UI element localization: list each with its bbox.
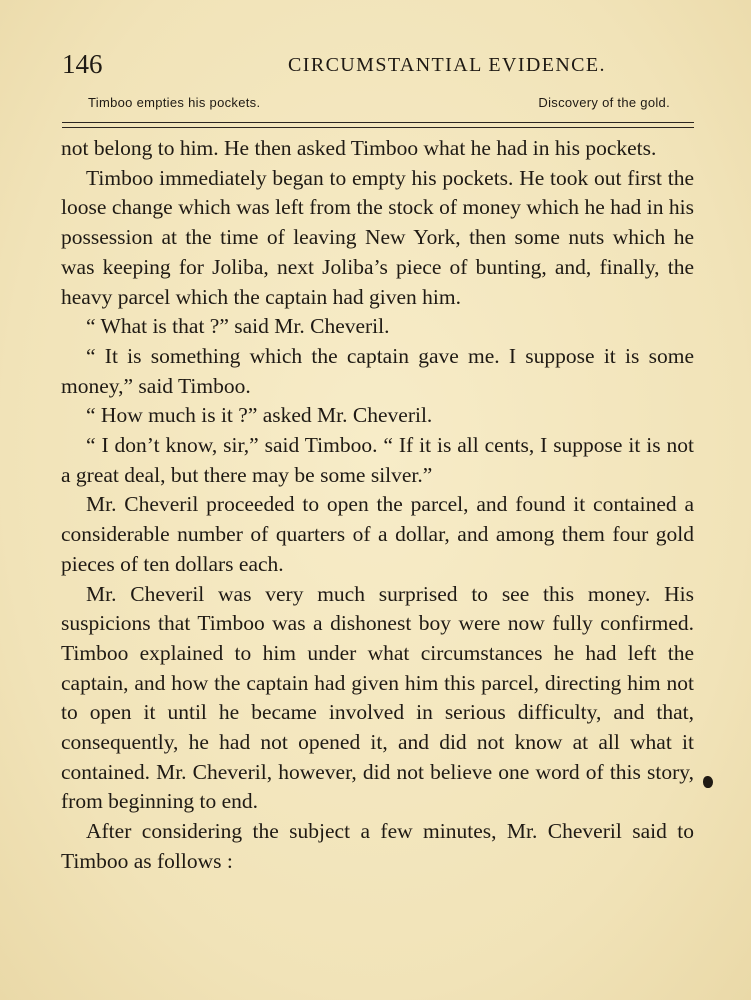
- paragraph-empties-pockets: Timboo immediately began to empty his pockets. He took out first the loose change which was left from the stock of money which he had in his possession at the time of leaving New York, then some nuts which he was keeping for Joliba, next Joliba’s piece of bunting, and, finally, the heavy parcel which the captain had given him.: [61, 165, 694, 309]
- page-header: [62, 46, 692, 82]
- right-subhead: Discovery of the gold.: [538, 95, 670, 110]
- paragraph-surprised: Mr. Cheveril was very much surprised to see this money. His suspicions that Timboo was a dishonest boy were now fully confirmed. Timboo explained to him under what circumstances he had left the captain, and how the captain had given him this parcel, directing him not to open it until he became involved in serious difficulty, and that, consequently, he had not opened it, and did not know at all what it contained. Mr. Cheveril, however, did not believe one word of this story, from beginning to end.: [61, 581, 694, 814]
- dialogue-what-is-that: “ What is that ?” said Mr. Cheveril.: [86, 314, 390, 339]
- paragraph-continuation: not belong to him. He then asked Timboo what he had in his pockets.: [61, 136, 657, 160]
- ink-spot: [703, 776, 713, 788]
- section-subheads: [88, 93, 670, 117]
- dialogue-dont-know: “ I don’t know, sir,” said Timboo. “ If it is all cents, I suppose it is not a great deal, but there may be some silver.”: [61, 433, 694, 487]
- dialogue-captain-gave-me: “ It is something which the captain gave me. I suppose it is some money,” said Timboo.: [61, 343, 694, 398]
- paragraph-opens-parcel: Mr. Cheveril proceeded to open the parcel, and found it contained a considerable number of quarters of a dollar, and among them four gold pieces of ten dollars each.: [61, 492, 694, 576]
- header-rule-bottom: [62, 127, 694, 128]
- dialogue-how-much: “ How much is it ?” asked Mr. Cheveril.: [86, 403, 433, 428]
- paragraph-considering: After considering the subject a few minutes, Mr. Cheveril said to Timboo as follows :: [61, 819, 694, 873]
- running-head: CIRCUMSTANTIAL EVIDENCE.: [288, 54, 606, 76]
- header-rule-top: [62, 122, 694, 123]
- main-text-block: [61, 134, 694, 877]
- left-subhead: Timboo empties his pockets.: [88, 95, 261, 110]
- page-number: 146: [62, 49, 103, 79]
